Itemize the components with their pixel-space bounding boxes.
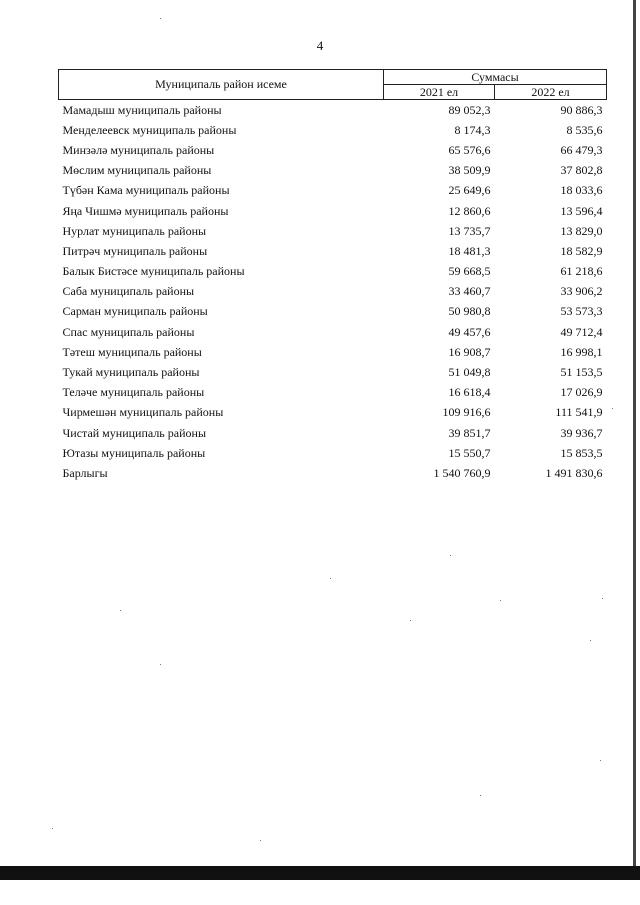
- district-name-cell: Нурлат муниципаль районы: [62, 223, 207, 238]
- value-2021-cell: 33 460,7: [448, 284, 491, 299]
- scan-speck: [602, 598, 603, 599]
- table-row: [59, 322, 607, 342]
- table-row: [59, 140, 607, 160]
- table-header: [59, 70, 607, 100]
- value-2021-cell: 12 860,6: [448, 203, 491, 218]
- value-2022-cell: 90 886,3: [560, 102, 603, 117]
- table-row: [59, 423, 607, 443]
- district-name-cell: Мөслим муниципаль районы: [62, 163, 212, 178]
- page-number: 4: [316, 38, 324, 53]
- value-2022-cell: 17 026,9: [560, 385, 603, 400]
- scan-speck: [160, 18, 161, 19]
- value-2021-cell: 25 649,6: [448, 183, 491, 198]
- table-row: [59, 383, 607, 403]
- value-2021-cell: 59 668,5: [448, 264, 491, 279]
- value-2021-cell: 15 550,7: [448, 445, 491, 460]
- scan-speck: [330, 578, 331, 579]
- value-2022-cell: 37 802,8: [560, 163, 603, 178]
- table-row: [59, 403, 607, 423]
- budget-table-container: [58, 69, 606, 484]
- value-2022-cell: 39 936,7: [560, 425, 603, 440]
- table-row: [59, 161, 607, 181]
- value-2021-cell: 16 618,4: [448, 385, 491, 400]
- district-name-cell: Питрәч муниципаль районы: [62, 243, 208, 258]
- total-row: [59, 463, 607, 483]
- district-name-cell: Яңа Чишмә муниципаль районы: [62, 203, 229, 218]
- district-name-cell: Теләче муниципаль районы: [62, 385, 205, 400]
- value-2022-cell: 13 596,4: [560, 203, 603, 218]
- table-row: [59, 302, 607, 322]
- value-2021-cell: 13 735,7: [448, 223, 491, 238]
- value-2021-cell: 8 174,3: [454, 122, 491, 137]
- header-year-2021: 2021 ел: [384, 85, 495, 100]
- scan-speck: [120, 610, 121, 611]
- value-2021-cell: 18 481,3: [448, 243, 491, 258]
- scan-edge-shadow: [633, 0, 636, 866]
- value-2022-cell: 66 479,3: [560, 142, 603, 157]
- table-row: [59, 201, 607, 221]
- header-year-2022: 2022 ел: [495, 85, 607, 100]
- table-body: [59, 100, 607, 484]
- district-name-cell: Чирмешән муниципаль районы: [62, 405, 224, 420]
- value-2021-cell: 16 908,7: [448, 344, 491, 359]
- value-2022-cell: 18 582,9: [560, 243, 603, 258]
- value-2021-cell: 1 540 760,9: [433, 465, 491, 480]
- value-2022-cell: 51 153,5: [560, 365, 603, 380]
- scan-speck: [450, 555, 451, 556]
- district-name-cell: Балык Бистәсе муниципаль районы: [62, 264, 245, 279]
- value-2021-cell: 49 457,6: [448, 324, 491, 339]
- value-2021-cell: 39 851,7: [448, 425, 491, 440]
- header-district-name: Муниципаль район исеме: [59, 70, 384, 100]
- table-row: [59, 181, 607, 201]
- scan-speck: [600, 760, 601, 761]
- value-2022-cell: 18 033,6: [560, 183, 603, 198]
- budget-table: [58, 69, 607, 484]
- table-row: [59, 120, 607, 140]
- district-name-cell: Спас муниципаль районы: [62, 324, 195, 339]
- value-2022-cell: 13 829,0: [560, 223, 603, 238]
- value-2022-cell: 61 218,6: [560, 264, 603, 279]
- value-2021-cell: 38 509,9: [448, 163, 491, 178]
- scan-speck: [612, 408, 613, 409]
- table-row: [59, 443, 607, 463]
- scan-speck: [52, 828, 53, 829]
- header-sum-group: Суммасы: [384, 70, 607, 85]
- table-row: [59, 241, 607, 261]
- district-name-cell: Чистай муниципаль районы: [62, 425, 207, 440]
- table-row: [59, 362, 607, 382]
- table-row: [59, 342, 607, 362]
- district-name-cell: Ютазы муниципаль районы: [62, 445, 206, 460]
- value-2021-cell: 65 576,6: [448, 142, 491, 157]
- value-2022-cell: 16 998,1: [560, 344, 603, 359]
- district-name-cell: Түбән Кама муниципаль районы: [62, 183, 230, 198]
- scan-bottom-border: [0, 866, 640, 880]
- value-2022-cell: 49 712,4: [560, 324, 603, 339]
- value-2022-cell: 8 535,6: [566, 122, 603, 137]
- scan-speck: [260, 840, 261, 841]
- table-row: [59, 221, 607, 241]
- district-name-cell: Минзәлә муниципаль районы: [62, 142, 215, 157]
- scan-speck: [160, 664, 161, 665]
- value-2022-cell: 1 491 830,6: [545, 465, 603, 480]
- value-2022-cell: 53 573,3: [560, 304, 603, 319]
- table-row: [59, 262, 607, 282]
- district-name-cell: Барлыгы: [62, 465, 108, 480]
- value-2021-cell: 51 049,8: [448, 365, 491, 380]
- district-name-cell: Саба муниципаль районы: [62, 284, 195, 299]
- value-2021-cell: 89 052,3: [448, 102, 491, 117]
- value-2021-cell: 109 916,6: [442, 405, 491, 420]
- value-2022-cell: 111 541,9: [555, 405, 603, 420]
- district-name-cell: Мамадыш муниципаль районы: [62, 102, 222, 117]
- table-row: [59, 282, 607, 302]
- district-name-cell: Тәтеш муниципаль районы: [62, 344, 202, 359]
- scan-speck: [500, 600, 501, 601]
- district-name-cell: Сарман муниципаль районы: [62, 304, 208, 319]
- value-2022-cell: 33 906,2: [560, 284, 603, 299]
- scan-speck: [480, 795, 481, 796]
- scan-speck: [410, 620, 411, 621]
- scan-speck: [590, 640, 591, 641]
- table-row: [59, 100, 607, 121]
- district-name-cell: Тукай муниципаль районы: [62, 365, 200, 380]
- district-name-cell: Менделеевск муниципаль районы: [62, 122, 237, 137]
- value-2022-cell: 15 853,5: [560, 445, 603, 460]
- value-2021-cell: 50 980,8: [448, 304, 491, 319]
